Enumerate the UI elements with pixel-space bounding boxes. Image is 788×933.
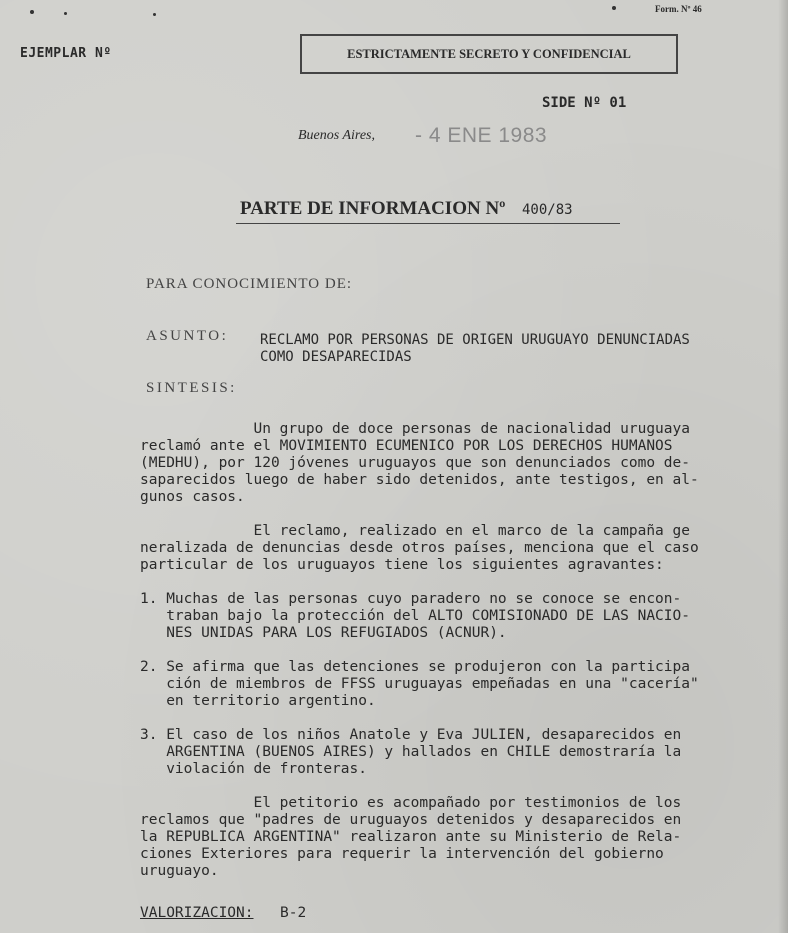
- body-line: gunos casos.: [140, 489, 245, 505]
- body-line: neralizada de denuncias desde otros países, menciona que el caso: [140, 540, 699, 556]
- classification-text: ESTRICTAMENTE SECRETO Y CONFIDENCIAL: [347, 47, 631, 61]
- body-line: traban bajo la protección del ALTO COMISIONADO DE LAS NACIO-: [140, 608, 690, 624]
- valorizacion-value: B-2: [280, 905, 307, 921]
- body-line: NES UNIDAS PARA LOS REFUGIADOS (ACNUR).: [140, 625, 507, 641]
- body-line: reclamó ante el MOVIMIENTO ECUMENICO POR LOS DERECHOS HUMANOS: [140, 438, 673, 454]
- asunto-line: RECLAMO POR PERSONAS DE ORIGEN URUGUAYO DENUNCIADAS: [260, 332, 690, 348]
- body-line: El petitorio es acompañado por testimonios de los: [140, 795, 682, 811]
- report-number: 400/83: [522, 202, 573, 218]
- body-line: ción de miembros de FFSS uruguayas empeñadas en una "cacería": [140, 676, 699, 692]
- ink-speck: [153, 13, 156, 16]
- report-title: PARTE DE INFORMACION Nº: [240, 198, 506, 219]
- asunto-text: [260, 332, 690, 366]
- body-line: 2. Se afirma que las detenciones se produjeron con la participa: [140, 659, 690, 675]
- body-line: El reclamo, realizado en el marco de la campaña ge: [140, 523, 690, 539]
- paragraph-gap: [140, 710, 699, 727]
- body-line: saparecidos luego de haber sido detenidos, ante testigos, en al-: [140, 472, 699, 488]
- paragraph-gap: [140, 574, 699, 591]
- body-line: reclamos que "padres de uruguayos detenidos y desaparecidos en: [140, 812, 682, 828]
- para-conocimiento-label: PARA CONOCIMIENTO DE:: [146, 276, 353, 292]
- ink-speck: [612, 6, 616, 10]
- ink-speck: [30, 10, 34, 14]
- body-line: violación de fronteras.: [140, 761, 367, 777]
- copy-number-label: EJEMPLAR Nº: [20, 46, 112, 61]
- body-line: ARGENTINA (BUENOS AIRES) y hallados en CHILE demostraría la: [140, 744, 682, 760]
- ink-speck: [64, 12, 67, 15]
- body-line: ciones Exteriores para requerir la intervención del gobierno: [140, 846, 664, 862]
- asunto-label: ASUNTO:: [146, 328, 229, 344]
- sintesis-label: SINTESIS:: [146, 380, 237, 396]
- body-line: 3. El caso de los niños Anatole y Eva JULIEN, desaparecidos en: [140, 727, 682, 743]
- body-line: Un grupo de doce personas de nacionalidad uruguaya: [140, 421, 690, 437]
- valorizacion-label: VALORIZACION:: [140, 905, 254, 921]
- paragraph-gap: [140, 778, 699, 795]
- body-line: uruguayo.: [140, 863, 219, 879]
- page-edge-shadow: [778, 0, 788, 933]
- body-line: particular de los uruguayos tiene los siguientes agravantes:: [140, 557, 664, 573]
- body-line: la REPUBLICA ARGENTINA" realizaron ante su Ministerio de Rela-: [140, 829, 682, 845]
- body-line: en territorio argentino.: [140, 693, 376, 709]
- asunto-line: COMO DESAPARECIDAS: [260, 349, 412, 365]
- side-number: SIDE Nº 01: [542, 95, 627, 111]
- form-number: Form. Nº 46: [655, 4, 702, 14]
- synthesis-body: [140, 421, 699, 880]
- body-line: 1. Muchas de las personas cuyo paradero no se conoce se encon-: [140, 591, 682, 607]
- body-line: (MEDHU), por 120 jóvenes uruguayos que son denunciados como de-: [140, 455, 690, 471]
- place-label: Buenos Aires,: [298, 128, 375, 143]
- title-underline: [236, 223, 620, 224]
- paragraph-gap: [140, 642, 699, 659]
- classification-box: [300, 34, 678, 74]
- date-stamp: - 4 ENE 1983: [415, 124, 548, 147]
- paragraph-gap: [140, 506, 699, 523]
